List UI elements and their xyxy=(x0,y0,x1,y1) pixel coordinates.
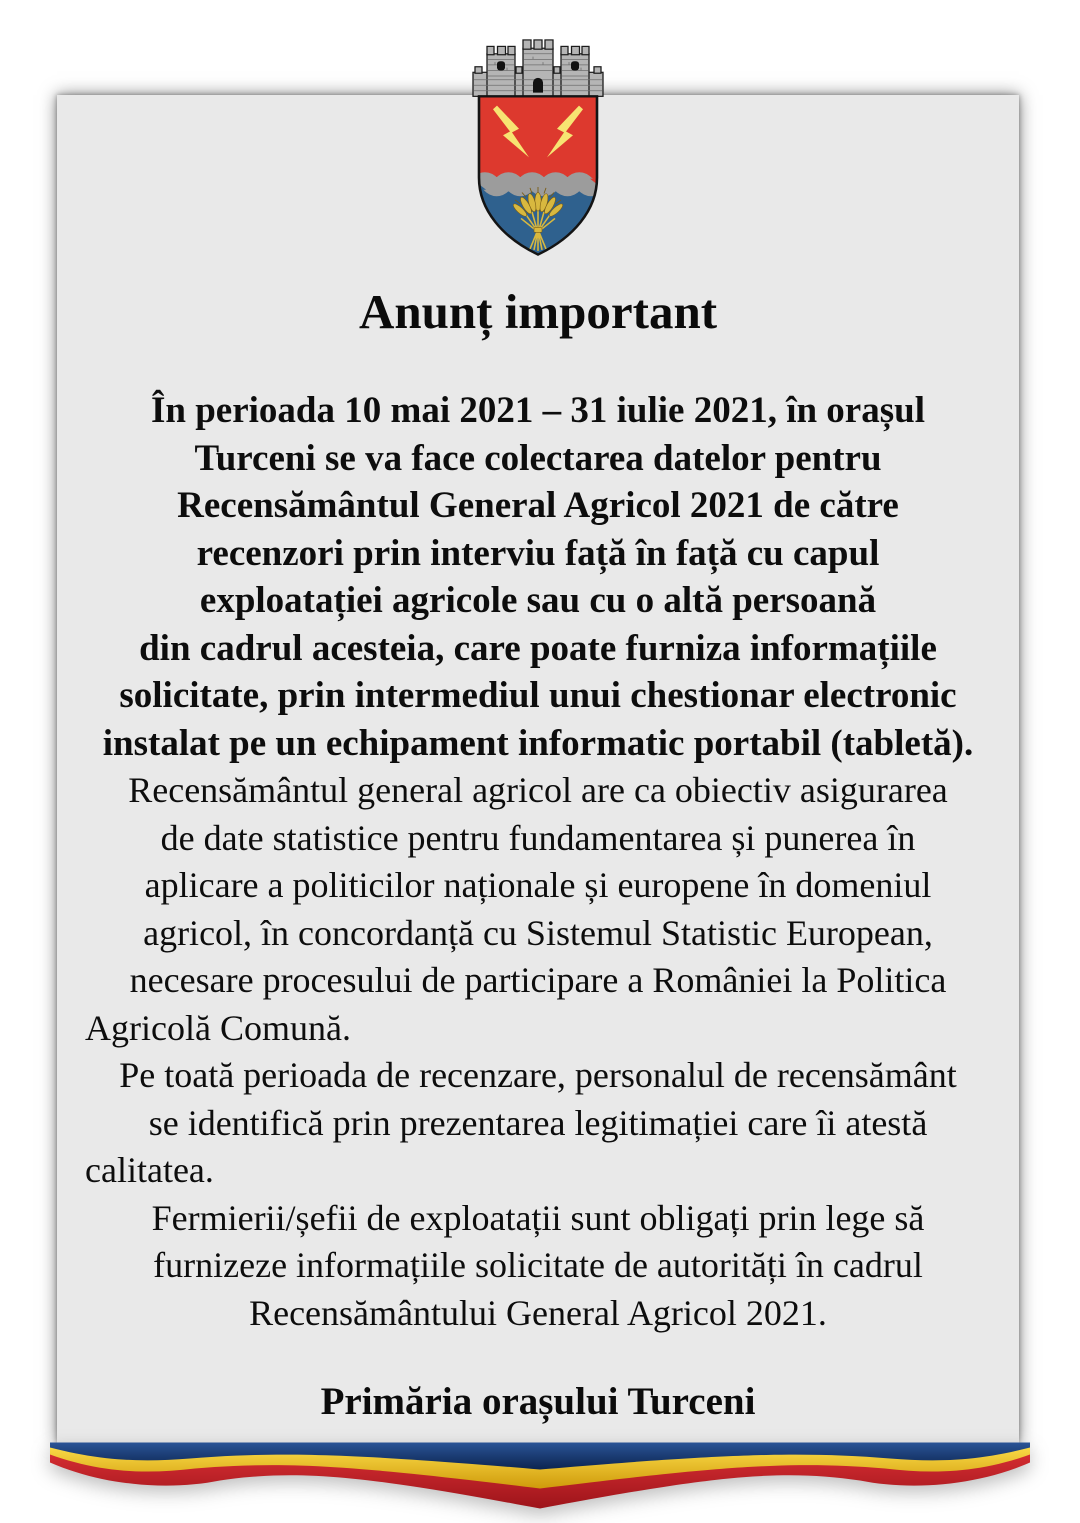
signature-footer: Primăria orașului Turceni xyxy=(320,1380,756,1423)
text-line: necesare procesului de participare a României la Politica xyxy=(129,960,947,1000)
text-line: Pe toată perioada de recenzare, personalul de recensământ xyxy=(119,1055,957,1095)
mural-crown-icon xyxy=(473,40,603,96)
river-wavy-band xyxy=(479,181,597,187)
text-line: exploatației agricole sau cu o altă persoană xyxy=(199,580,877,621)
text-line: se identifică prin prezentarea legitimației care îi atestă xyxy=(148,1102,928,1143)
text-line: În perioada 10 mai 2021 – 31 iulie 2021, în orașul xyxy=(151,390,925,431)
text-line: recenzori prin interviu față în față cu capul xyxy=(196,532,880,574)
paragraph-1 xyxy=(57,387,1019,767)
text-line: calitatea. xyxy=(85,1150,214,1190)
tower-window-icon xyxy=(497,61,505,70)
paragraph-4 xyxy=(57,1195,1019,1338)
text-line: instalat pe un echipament informatic portabil (tabletă). xyxy=(102,722,974,764)
text-line: aplicare a politicilor naționale și europene în domeniul xyxy=(144,865,932,905)
page-title: Anunț important xyxy=(358,284,718,339)
text-line: de date statistice pentru fundamentarea și punerea în xyxy=(160,817,916,858)
tower-gate-icon xyxy=(533,78,543,93)
text-line: Turceni se va face colectarea datelor pentru xyxy=(194,437,882,479)
tower-window-icon xyxy=(571,61,579,70)
paragraph-3 xyxy=(57,1052,1019,1195)
text-line: Fermierii/șefii de exploatații sunt obligați prin lege să xyxy=(151,1197,925,1238)
text-line: Recensământul general agricol are ca obiectiv asigurarea xyxy=(128,770,948,810)
text-line: Recensământului General Agricol 2021. xyxy=(249,1292,827,1333)
coat-of-arms xyxy=(463,39,613,261)
text-line: solicitate, prin intermediul unui chestionar electronic xyxy=(119,675,957,716)
text-line: furnizeze informațiile solicitate de autorități în cadrul xyxy=(153,1245,923,1285)
romanian-flag-ribbon xyxy=(50,1442,1030,1523)
announcement-sheet xyxy=(57,95,1019,1443)
text-line: din cadrul acesteia, care poate furniza informațiile xyxy=(139,627,937,669)
announcement-body xyxy=(57,387,1019,1337)
paragraph-2 xyxy=(57,767,1019,1052)
shield xyxy=(479,96,597,257)
text-line: Agricolă Comună. xyxy=(85,1007,351,1048)
text-line: agricol, în concordanță cu Sistemul Statistic European, xyxy=(143,912,933,953)
text-line: Recensământul General Agricol 2021 de către xyxy=(177,485,899,526)
